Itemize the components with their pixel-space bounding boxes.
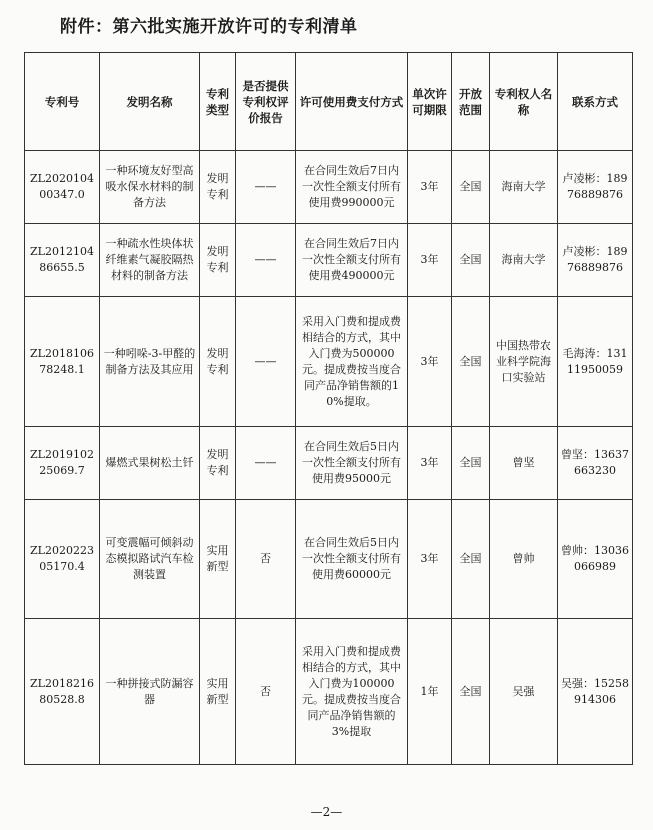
invention-name-cell: 一种疏水性块体状纤维素气凝胶隔热材料的制备方法 [100,224,200,297]
patent-no-cell: ZL201821680528.8 [25,619,100,765]
patent-table [24,52,633,765]
owner-cell: 曾坚 [490,427,558,500]
contact-cell: 卢凌彬：18976889876 [558,151,633,224]
table-row [25,224,633,297]
fee-method-cell: 采用入门费和提成费相结合的方式，其中入门费为500000元。提成费按当度合同产品净销售额的10%提取。 [296,297,408,427]
scope-cell: 全国 [452,500,490,619]
patent-type-cell: 发明专利 [200,224,236,297]
header-row [25,53,633,151]
fee-method-cell: 在合同生效后7日内一次性全额支付所有使用费990000元 [296,151,408,224]
term-cell: 3年 [408,297,452,427]
contact-cell: 吴强：15258914306 [558,619,633,765]
term-cell: 3年 [408,427,452,500]
header-invention-name: 发明名称 [100,53,200,151]
invention-name-cell: 一种拼接式防漏容器 [100,619,200,765]
patent-no-cell: ZL202022305170.4 [25,500,100,619]
term-cell: 3年 [408,224,452,297]
owner-cell: 曾帅 [490,500,558,619]
term-cell: 3年 [408,151,452,224]
patent-type-cell: 发明专利 [200,427,236,500]
patent-type-cell: 发明专利 [200,297,236,427]
patent-type-cell: 发明专利 [200,151,236,224]
table-row [25,619,633,765]
header-fee-method: 许可使用费支付方式 [296,53,408,151]
scope-cell: 全国 [452,297,490,427]
table-row [25,500,633,619]
invention-name-cell: 一种环境友好型高吸水保水材料的制备方法 [100,151,200,224]
header-scope: 开放范围 [452,53,490,151]
table-row [25,151,633,224]
term-cell: 1年 [408,619,452,765]
patent-type-cell: 实用新型 [200,500,236,619]
evaluation-report-cell: —— [236,297,296,427]
invention-name-cell: 可变震幅可倾斜动态模拟路试汽车检测装置 [100,500,200,619]
scope-cell: 全国 [452,151,490,224]
evaluation-report-cell: —— [236,151,296,224]
patent-no-cell: ZL201910225069.7 [25,427,100,500]
term-cell: 3年 [408,500,452,619]
scope-cell: 全国 [452,619,490,765]
fee-method-cell: 在合同生效后7日内一次性全额支付所有使用费490000元 [296,224,408,297]
table-row [25,297,633,427]
header-owner: 专利权人名称 [490,53,558,151]
scope-cell: 全国 [452,427,490,500]
patent-type-cell: 实用新型 [200,619,236,765]
evaluation-report-cell: 否 [236,619,296,765]
contact-cell: 曾帅：13036066989 [558,500,633,619]
header-patent-type: 专利类型 [200,53,236,151]
fee-method-cell: 采用入门费和提成费相结合的方式，其中入门费为100000元。提成费按当度合同产品净销售额的3%提取 [296,619,408,765]
owner-cell: 吴强 [490,619,558,765]
evaluation-report-cell: —— [236,224,296,297]
patent-no-cell: ZL201810678248.1 [25,297,100,427]
owner-cell: 海南大学 [490,224,558,297]
owner-cell: 中国热带农业科学院海口实验站 [490,297,558,427]
table-row [25,427,633,500]
page-title: 附件：第六批实施开放许可的专利清单 [60,17,358,37]
evaluation-report-cell: —— [236,427,296,500]
header-term: 单次许可期限 [408,53,452,151]
page-number: —2— [310,805,343,819]
fee-method-cell: 在合同生效后5日内一次性全额支付所有使用费60000元 [296,500,408,619]
owner-cell: 海南大学 [490,151,558,224]
invention-name-cell: 一种吲哚-3-甲醛的制备方法及其应用 [100,297,200,427]
contact-cell: 毛海涛：13111950059 [558,297,633,427]
fee-method-cell: 在合同生效后5日内一次性全额支付所有使用费95000元 [296,427,408,500]
invention-name-cell: 爆燃式果树松土钎 [100,427,200,500]
contact-cell: 曾坚：13637663230 [558,427,633,500]
contact-cell: 卢凌彬：18976889876 [558,224,633,297]
header-evaluation-report: 是否提供专利权评价报告 [236,53,296,151]
evaluation-report-cell: 否 [236,500,296,619]
header-patent-no: 专利号 [25,53,100,151]
header-contact: 联系方式 [558,53,633,151]
scope-cell: 全国 [452,224,490,297]
patent-no-cell: ZL202010400347.0 [25,151,100,224]
patent-no-cell: ZL201210486655.5 [25,224,100,297]
